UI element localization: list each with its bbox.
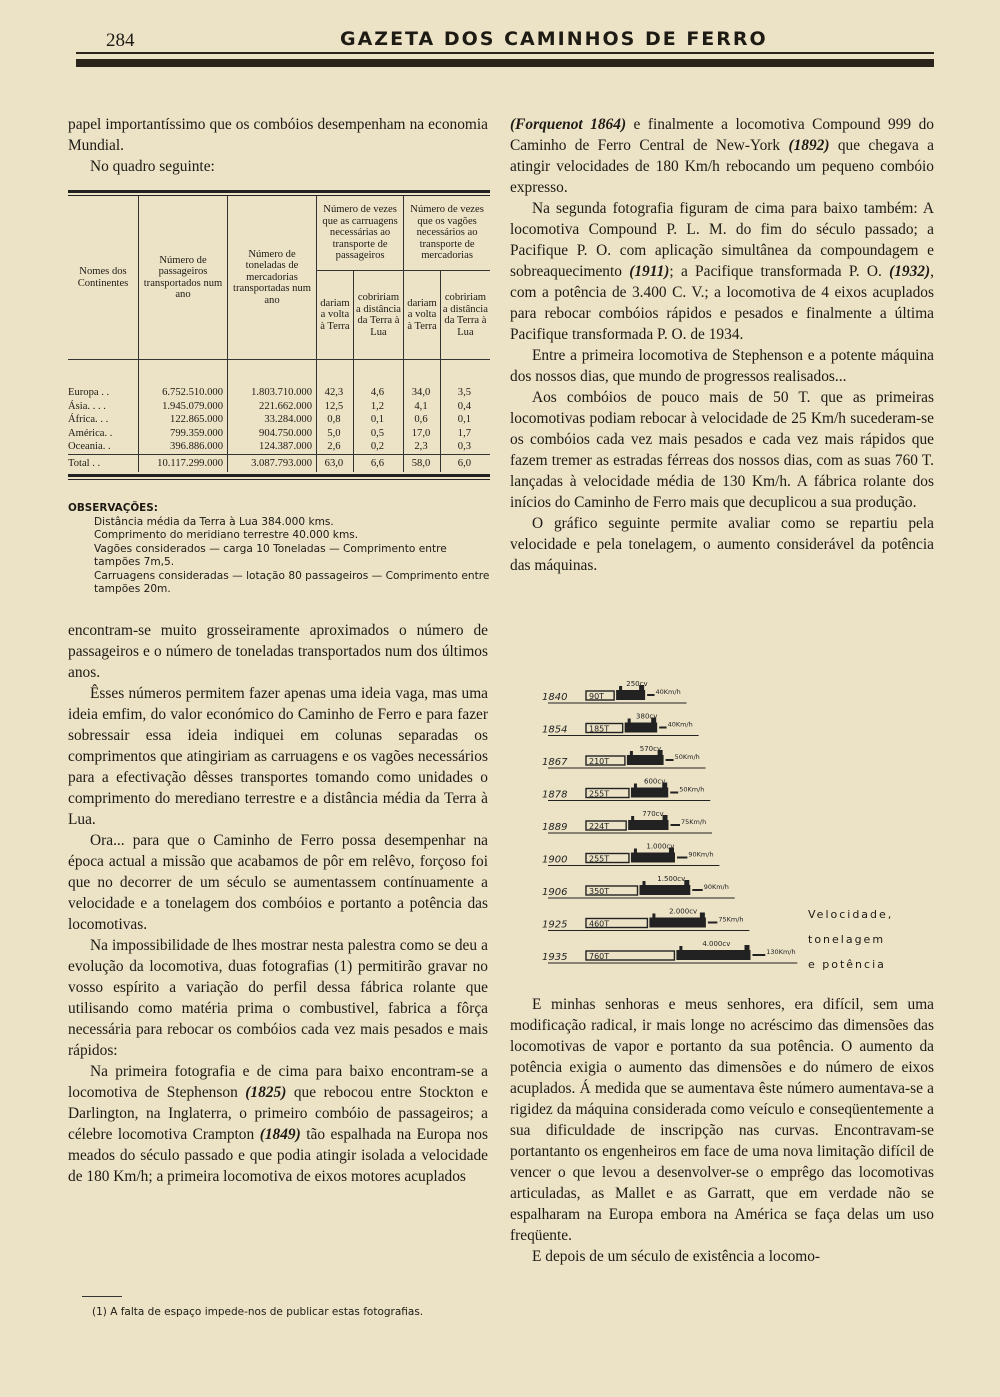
power-label: 380cv (636, 712, 658, 721)
speed-label: 40Km/h (667, 720, 693, 729)
speed-label: 90Km/h (703, 883, 729, 891)
speed-label: 50Km/h (674, 753, 700, 761)
year-label: 1889 (542, 822, 568, 833)
year-label: 1840 (542, 692, 568, 703)
tonnage-label: 350T (589, 887, 610, 896)
right-top (510, 114, 934, 576)
locomotive-chimney (652, 914, 655, 919)
table-row: África. . . 122.865.000 33.284.000 0,8 0,1 0,6 0,1 (68, 413, 490, 427)
right-bottom (510, 994, 934, 1267)
paragraph: Na impossibilidade de lhes mostrar nesta palestra como se deu a evolução da locomotiva, duas fotografias (1) permitirão gravar no vosso espírito a variação do perfil dessa fábrica rolante que utilisando como matéria prima o combustivel, fabrica a fôrça necessária para rebocar os combóios cada vez mais pesados e mais rápidos: (68, 937, 488, 1059)
power-label: 570cv (639, 745, 662, 753)
paragraph: E minhas senhoras e meus senhores, era difícil, sem uma modificação radical, ir mais longe no acréscimo das dimensões das locomotivas de vapor e portanto da sua potência. O aumento da potência exigia o aumento das dimensões e do número de eixos acuplados. Á medida que se aumentava êste número aumentava-se a rigidez da máquina considerada como veículo e conseqüentemente a sua dificuldade de inscripção nas curvas. Encontravam-se portantanto os engenheiros em face de uma nova limitação difícil de vencer o que levou a desenvolver-se o emprêgo das locomotivas articuladas, as Mallet e as Garratt, que em verdade não se espalharam na Europa embora na América se faça delas um uso freqüente. (510, 996, 934, 1244)
header-wagons-earth: dariam a volta à Terra (404, 271, 441, 360)
table-row: Europa . . 6.752.510.000 1.803.710.000 42,3 4,6 34,0 3,5 (68, 386, 490, 400)
table-row: Oceania. . 396.886.000 124.387.000 2,6 0,2 2,3 0,3 (68, 440, 490, 454)
paragraph: O gráfico seguinte permite avaliar como se repartiu pela velocidade e pela tonelagem, o aumento considerável da potência das máquinas. (510, 515, 934, 574)
speed-label: 90Km/h (688, 850, 714, 859)
speed-label: 40Km/h (655, 688, 681, 696)
year-label: 1935 (542, 952, 568, 963)
paragraph: Aos combóios de pouco mais de 50 T. que as primeiras locomotivas podiam rebocar à velocidade de 25 Km/h sucederam-se os combóios cada vez mais pesados e cada vez mais rápidos que fazem tremer as estradas férreas dos nossos dias, com as suas 760 T. lançadas à velocidade média de 130 Km/h. A fábrica rolante dos inícios do Caminho de Ferro mais que decuplicou a sua produção. (510, 389, 934, 511)
speed-label: 50Km/h (679, 785, 705, 794)
tonnage-label: 255T (589, 789, 610, 799)
header-rule (76, 52, 934, 54)
paragraph: Na primeira fotografia e de cima para baixo encontram-se a locomotiva de Stephenson (1825) que rebocou entre Stockton e Darlington, na Inglaterra, o primeiro combóio de passageiros; a célebre locomotiva Crampton (1849) tão espalhada na Europa nos meados do século passado e que podia atingir isolada a velocidade de 180 Km/h; a primeira locomotiva de eixos motores acuplados (68, 1063, 489, 1185)
footnote: (1) A falta de espaço impede-nos de publicar estas fotografias. (92, 1306, 424, 1318)
year-label: 1878 (542, 789, 568, 801)
header-continents: Nomes dos Continentes (77, 266, 129, 289)
year-label: 1900 (542, 854, 568, 866)
locomotive-body (649, 918, 705, 928)
locomotive-body (628, 820, 668, 830)
year-label: 1906 (542, 887, 568, 898)
table-rule (68, 474, 490, 477)
legend-line: tonelagem (808, 933, 886, 946)
paragraph: Ora... para que o Caminho de Ferro possa desempenhar na época actual a missão que acabamos de pôr em relêvo, forçoso foi que no decorrer de um século se aumentassem contínuamente a velocidade e a tonelagem dos combóios e portanto a potência das locomotivas. (68, 832, 488, 933)
table-rule (68, 190, 490, 193)
legend-line: Velocidade, (808, 908, 894, 921)
observation-line: Comprimento do meridiano terrestre 40.000 kms. (94, 529, 359, 541)
locomotive-cab (700, 913, 705, 919)
tonnage-label: 255T (589, 854, 610, 864)
locomotive-cab (744, 945, 749, 951)
power-label: 250cv (626, 680, 648, 688)
legend-line: e potência (808, 958, 886, 971)
observation-line: Distância média da Terra à Lua 384.000 kms. (94, 515, 334, 528)
header-tons: Número de toneladas de mercadorias transportadas num ano (228, 196, 317, 360)
paragraph: papel importantíssimo que os combóios desempenham na economia Mundial. (68, 116, 488, 154)
tonnage-label: 224T (589, 822, 610, 831)
year-label: 1854 (542, 724, 568, 736)
locomotive-chimney (631, 816, 634, 821)
tonnage-label: 90T (589, 692, 605, 701)
header-wagons-moon: cobririam a distância da Terra à Lua (440, 271, 490, 360)
locomotive-chimney (628, 719, 631, 724)
left-body (68, 620, 488, 1187)
left-intro (68, 114, 488, 177)
tonnage-label: 210T (589, 757, 610, 766)
header-carriages: Número de vezes que as carruagens necessárias ao transporte de passageiros (317, 196, 404, 271)
locomotive-chimney (634, 784, 637, 789)
paragraph: E depois de um século de existência a locomo- (532, 1248, 821, 1265)
paragraph: Entre a primeira locomotiva de Stephenson e a potente máquina dos nossos dias, que mundo de progressos realisados... (510, 347, 934, 385)
locomotive-body (625, 723, 658, 733)
locomotive-body (631, 788, 668, 798)
power-label: 2.000cv (669, 907, 698, 916)
power-label: 600cv (643, 777, 666, 786)
power-label: 1.000cv (646, 842, 675, 851)
locomotive-chimney (634, 849, 637, 854)
header-carriages-earth: dariam a volta à Terra (317, 271, 354, 360)
locomotive-chimney (679, 946, 682, 951)
locomotive-body (676, 950, 750, 960)
header-wagons: Número de vezes que os vagões necessários ao transporte de mercadorias (404, 196, 490, 271)
table-total-row: Total . . 10.117.299.000 3.087.793.000 63,0 6,6 58,0 6,0 (68, 454, 490, 472)
speed-label: 75Km/h (681, 818, 707, 826)
paragraph: encontram-se muito grosseiramente aproximados o número de passageiros e o número de toneladas transportados num dos últimos anos. (68, 622, 488, 681)
table-rule (68, 479, 490, 480)
power-label: 770cv (642, 810, 664, 818)
locomotive-chimney (643, 881, 646, 886)
footnote-rule (82, 1296, 122, 1297)
table-row: América. . 799.359.000 904.750.000 5,0 0,5 17,0 1,7 (68, 427, 490, 441)
observation-line: Carruagens consideradas — lotação 80 passageiros — Comprimento entre tampões 20m. (94, 569, 490, 595)
locomotive-chimney (619, 686, 622, 691)
power-label: 4.000cv (702, 940, 731, 948)
tonnage-label: 460T (589, 919, 610, 929)
paragraph: Êsses números permitem fazer apenas uma ideia vaga, mas uma ideia emfim, do valor económico do Caminho de Ferro e para fazer sobressair essa ideia indiquei em colunas separadas os comprimentos que atingiriam as carruagens e os vagões necessários para a efectivação dêsses transportes tomando como unidades o comprimento do merediano terrestre e a distância média da Terra à Lua. (68, 685, 488, 828)
locomotive-body (616, 690, 645, 700)
header-rule-thick (76, 59, 934, 67)
paragraph: Na segunda fotografia figuram de cima para baixo também: A locomotiva Compound P. L. M. do fim do século passado; a Pacifique P. O. com aplicação simultânea da compoundagem e sobreaquecimento (1911); a Pacifique transformada P. O. (1932), com a potência de 3.400 C. V.; a locomotiva de 4 eixos acuplados para rebocar combóios rápidos e pesados e finalmente a última Pacifique transformada P. O. de 1934. (510, 200, 934, 343)
tonnage-label: 185T (589, 724, 610, 734)
year-label: 1867 (542, 757, 568, 768)
header-carriages-moon: cobririam a distância da Terra à Lua (353, 271, 403, 360)
locomotive-chimney (630, 751, 633, 756)
speed-label: 130Km/h (766, 948, 796, 956)
header-passengers: Número de passageiros transportados num ano (139, 196, 228, 360)
paragraph: (Forquenot 1864) e finalmente a locomotiva Compound 999 do Caminho de Ferro Central de New-York (1892) que chegava a atingir velocidades de 180 Km/h rebocando um pequeno combóio expresso. (510, 116, 934, 196)
table-row: Ásia. . . . 1.945.079.000 221.662.000 12,5 1,2 4,1 0,4 (68, 400, 490, 414)
tonnage-label: 760T (589, 952, 610, 961)
power-label: 1.500cv (657, 875, 686, 883)
paragraph: No quadro seguinte: (90, 158, 215, 175)
observations (68, 502, 490, 597)
locomotive-body (627, 755, 664, 765)
year-label: 1925 (542, 919, 568, 931)
locomotive-body (640, 885, 691, 895)
statistics-table (68, 190, 490, 480)
page-number: 284 (106, 30, 135, 51)
observation-line: Vagões considerados — carga 10 Toneladas — Comprimento entre tampões 7m,5. (94, 542, 447, 568)
chart-legend (808, 902, 893, 977)
journal-title: GAZETA DOS CAMINHOS DE FERRO (340, 28, 768, 50)
speed-label: 75Km/h (718, 915, 744, 924)
locomotive-body (631, 853, 675, 863)
observations-title: OBSERVAÇÕES: (68, 502, 158, 514)
